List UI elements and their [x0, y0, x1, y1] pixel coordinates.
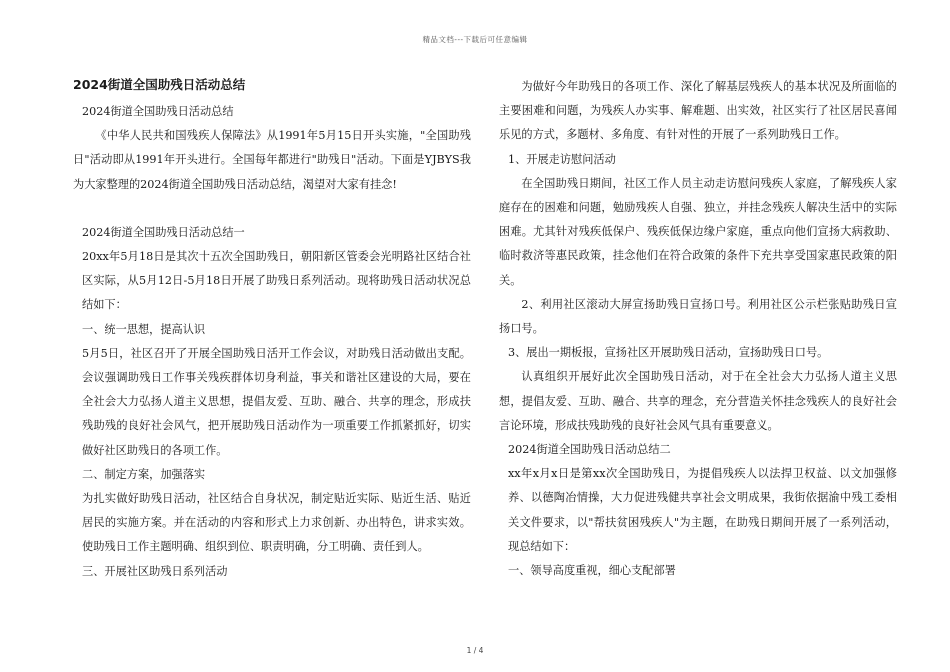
subtitle: 2024街道全国助残日活动总结: [82, 105, 234, 118]
section1-title: 2024街道全国助残日活动总结一: [82, 225, 245, 239]
page-number: 1 / 4: [466, 646, 484, 655]
spacer: [73, 197, 471, 221]
item-2: 2、利用社区滚动大屏宣扬助残日宣扬口号。利用社区公示栏张贴助残日宣扬口号。: [499, 297, 897, 336]
section1-paragraph: 20xx年5月18日是其次十五次全国助残日，朝阳新区管委会光明路社区结合社区实际，从5月12日-5月18日开展了助残日系列活动。现将助残日活动状况总结如下：: [82, 250, 471, 312]
heading-3: 三、开展社区助残日系列活动: [82, 564, 228, 578]
paragraph-heading-1: 5月5日，社区召开了开展全国助残日活开工作会议，对助残日活动做出支配。会议强调助残日工作事关残疾群体切身利益，事关和谐社区建设的大局，要在全社会大力弘扬人道主义思想，提倡友爱、互助、融合、共享的理念，形成扶残助残的良好社会风气，把开展助残日活动作为一项重要工作抓紧抓好，切实做好社区助残日的各项工作。: [82, 346, 471, 457]
intro-paragraph: 《中华人民共和国残疾人保障法》从1991年5月15日开头实施，"全国助残日"活动即从1991年开头进行。全国每年都进行"助残日"活动。下面是YJBYS我为大家整理的2024街道全国助残日活动总结，渴望对大家有挂念!: [73, 129, 471, 191]
paragraph-item-1: 在全国助残日期间，社区工作人员主动走访慰问残疾人家庭，了解残疾人家庭存在的困难和问题，勉励残疾人自强、独立，并挂念残疾人解决生活中的实际困难。尤其针对残疾低保户、残疾低保边缘户家庭，重点向他们宣扬大病救助、临时救济等惠民政策，挂念他们在符合政策的条件下充共享受国家惠民政策的阳关。: [499, 176, 897, 287]
right-column: [499, 75, 897, 583]
item-3: 3、展出一期板报，宣扬社区开展助残日活动，宣扬助残日口号。: [508, 346, 829, 360]
paragraph-item-3: 认真组织开展好此次全国助残日活动，对于在全社会大力弘扬人道主义思想，提倡友爱、互助、融合、共享的理念，充分营造关怀挂念残疾人的良好社会言论环境，形成扶残助残的良好社会风气具有重要意义。: [499, 370, 897, 432]
left-column: [73, 76, 471, 584]
document-title: 2024街道全国助残日活动总结: [73, 77, 246, 92]
section2-title: 2024街道全国助残日活动总结二: [508, 443, 671, 457]
paragraph-heading-2: 为扎实做好助残日活动，社区结合自身状况，制定贴近实际、贴近生活、贴近居民的实施方案。并在活动的内容和形式上力求创新、办出特色，讲求实效。使助残日工作主题明确、组织到位、职责明确，分工明确、责任到人。: [82, 492, 471, 554]
item-1: 1、开展走访慰问活动: [508, 152, 616, 166]
section2-heading-1: 一、领导高度重视，细心支配部署: [508, 564, 676, 578]
right-paragraph-1: 为做好今年助残日的各项工作、深化了解基层残疾人的基本状况及所面临的主要困难和问题，为残疾人办实事、解难题、出实效，社区实行了社区居民喜闻乐见的方式，多题材、多角度、有针对性的开展了一系列助残日工作。: [499, 80, 897, 142]
heading-1: 一、统一思想，提高认识: [82, 322, 206, 336]
header-note: 精品文档---下载后可任意编辑: [422, 35, 528, 44]
section2-paragraph: xx年x月x日是第xx次全国助残日，为提倡残疾人以法捍卫权益、以文加强修养、以德陶冶情操，大力促进残健共享社会文明成果，我街依据渝中残工委相关文件要求，以"帮扶贫困残疾人"为主题，在助残日期间开展了一系列活动，现总结如下：: [508, 467, 897, 553]
heading-2: 二、制定方案，加强落实: [82, 467, 206, 481]
